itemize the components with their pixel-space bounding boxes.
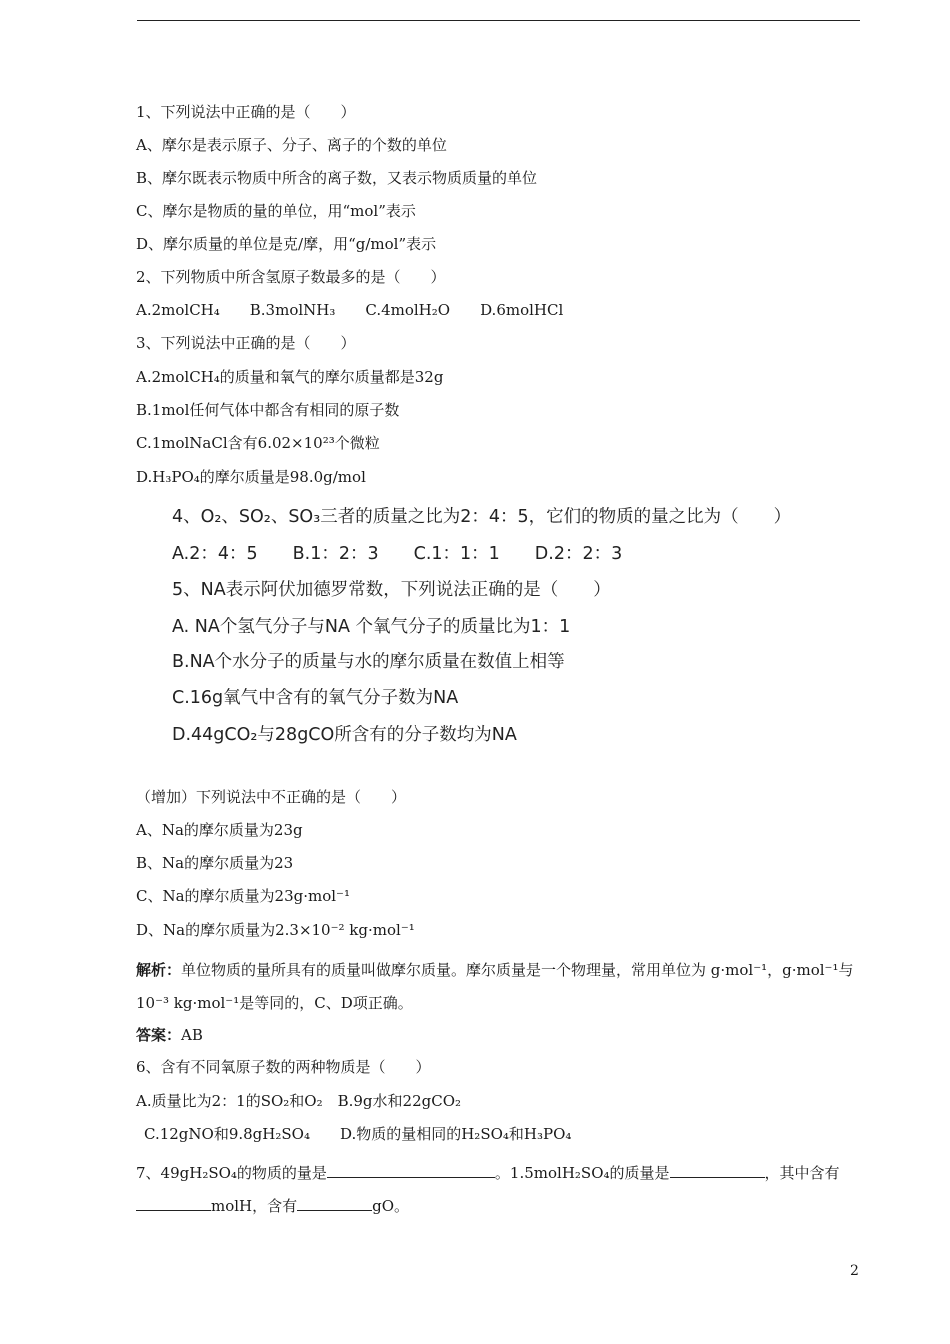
q2-options: A.2molCH₄ B.3molNH₃ C.4molH₂O D.6molHCl [136,301,564,319]
qx-analysis [136,954,860,1020]
q7-text: 7、49gH₂SO₄的物质的量是 。1.5molH₂SO₄的质量是 ，其中含有molH，含有 gO。 [136,1164,840,1215]
q4-options: A.2：4：5 B.1：2：3 C.1：1：1 D.2：2：3 [172,544,623,564]
q4-stem: 4、O₂、SO₂、SO₃三者的质量之比为2：4：5，它们的物质的量之比为（ ） [172,507,792,527]
q6-options-ab: A.质量比为2：1的SO₂和O₂ B.9g水和22gCO₂ [136,1092,461,1110]
analysis-label: 解析： [136,961,182,979]
answer-blank[interactable] [327,1162,495,1178]
header-rule [137,20,860,21]
qx-option-a: A、Na的摩尔质量为23g [136,821,303,839]
q1-option-b: B、摩尔既表示物质中所含的离子数，又表示物质质量的单位 [136,169,538,187]
q3-option-a: A.2molCH₄的质量和氧气的摩尔质量都是32g [136,368,444,386]
q5-option-d: D.44gCO₂与28gCO所含有的分子数均为NA [172,725,517,745]
q6-options-cd: C.12gNO和9.8gH₂SO₄ D.物质的量相同的H₂SO₄和H₃PO₄ [144,1125,572,1143]
qx-stem: （增加）下列说法中不正确的是（ ） [136,788,407,806]
q3-option-c: C.1molNaCl含有6.02×10²³个微粒 [136,434,380,452]
q3-option-d: D.H₃PO₄的摩尔质量是98.0g/mol [136,468,366,486]
answer-text: AB [181,1026,203,1044]
answer-label: 答案： [136,1026,182,1044]
qx-option-b: B、Na的摩尔质量为23 [136,854,294,872]
q2-stem: 2、下列物质中所含氢原子数最多的是（ ） [136,268,446,286]
q5-option-b: B.NA个水分子的质量与水的摩尔质量在数值上相等 [172,652,565,672]
q3-stem: 3、下列说法中正确的是（ ） [136,334,356,352]
q1-stem: 1、下列说法中正确的是（ ） [136,103,356,121]
q5-option-c: C.16g氧气中含有的氧气分子数为NA [172,688,459,708]
answer-blank[interactable] [670,1162,765,1178]
q3-option-b: B.1mol任何气体中都含有相同的原子数 [136,401,400,419]
q1-option-c: C、摩尔是物质的量的单位，用“mol”表示 [136,202,416,220]
q1-option-d: D、摩尔质量的单位是克/摩，用“g/mol”表示 [136,235,437,253]
q5-stem: 5、NA表示阿伏加德罗常数，下列说法正确的是（ ） [172,580,611,600]
q5-option-a: A. NA个氢气分子与NA 个氧气分子的质量比为1：1 [172,617,571,637]
q6-stem: 6、含有不同氧原子数的两种物质是（ ） [136,1058,431,1076]
answer-blank[interactable] [136,1195,211,1211]
analysis-text: 单位物质的量所具有的质量叫做摩尔质量。摩尔质量是一个物理量，常用单位为 g·mol⁻¹，g·mol⁻¹与10⁻³ kg·mol⁻¹是等同的，C、D项正确。 [136,961,854,1012]
answer-blank[interactable] [297,1195,372,1211]
qx-option-c: C、Na的摩尔质量为23g·mol⁻¹ [136,887,350,905]
q1-option-a: A、摩尔是表示原子、分子、离子的个数的单位 [136,136,447,154]
page-number: 2 [850,1263,859,1279]
qx-option-d: D、Na的摩尔质量为2.3×10⁻² kg·mol⁻¹ [136,921,415,939]
qx-answer [136,1025,203,1045]
